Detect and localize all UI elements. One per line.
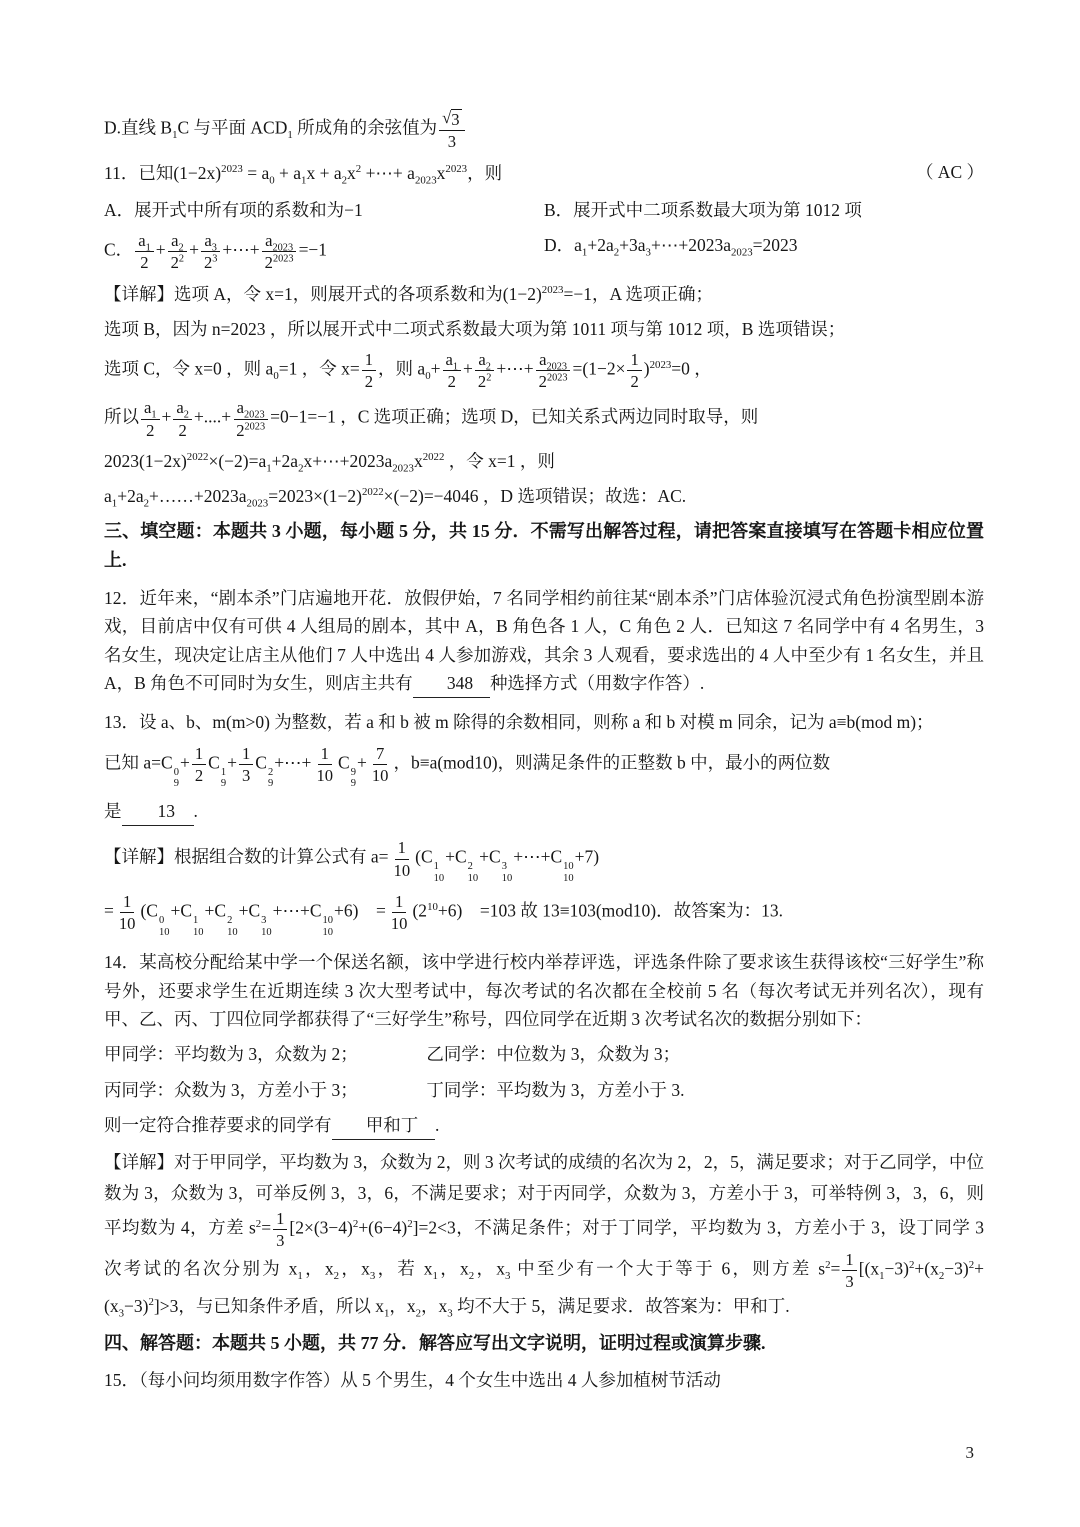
section-3-header: 三、填空题：本题共 3 小题，每小题 5 分，共 15 分．不需写出解答过程，请把答案直接填写在答题卡相应位置上. <box>104 521 984 571</box>
q14-student-ding: 丁同学：平均数为 3，方差小于 3. <box>426 1079 685 1100</box>
q11-solution-line-3: 选项 C，令 x=0 ，则 $a_0=1$ ，令 x= $\frac{1}{2}$ ，则 $a_0+$ $\frac{a_1}{2}$ + $\frac{a_2}{2^2}$ +⋯+ $\frac{a_{2023}}{2^{2023}}$ =(1−2× $\frac{1}{2}$ )$^{2023}$=0 ， <box>104 350 712 392</box>
q11-option-b: B．展开式中二项系数最大项为第 1012 项 <box>544 200 862 221</box>
page-number: 3 <box>965 1443 974 1463</box>
q11-options-ab <box>104 196 984 224</box>
q11-answer: （ AC ） <box>915 162 984 183</box>
q13-stem-line-3: 是 13 . <box>104 797 984 826</box>
q11-solution-line-4: 所以 $\frac{a_1}{2}$ + $\frac{a_2}{2}$ +....+ $\frac{a_{2023}}{2^{2023}}$ =0−1=−1 ，C 选项正确；选项 D，已知关系式两边同时取导，则 <box>104 398 759 440</box>
q13-solution-line-2: = $\frac{1}{10}$ (C 0 10 +C 1 10 +C 2 10 +C 3 10 +⋯+C 10 10 +6) = $\frac{1}{10}$ $(2^{10}+6)$ =103 故 13≡103(mod10)．故答案为：13. <box>104 891 783 938</box>
q14-solution: 【详解】对于甲同学，平均数为 3，众数为 2，则 3 次考试的成绩的名次为 2，2，5，满足要求；对于乙同学，中位数为 3，众数为 3，可举反例 3，3，6，不满足要求；对于丙同学，众数为 3，方差小于 3，可举特例 3，3，6，则平均数为 4，方差 $s^2=$ $\frac{1}{3}$ $[2\times(3-4)^2+(6-4)^2]=2<3$，不满足条件；对于丁同学，平均数为 3，方差小于 3，设丁同学 3 次考试的名次分别为 $x_1$，$x_2$，$x_3$，若 $x_1$，$x_2$，$x_3$ 中至少有一个大于等于 6，则方差 $s^2=$ $\frac{1}{3}$ $[(x_1-3)^2+(x_2-3)^2+(x_3-3)^2]>3$，与已知条件矛盾，所以 $x_1$，$x_2$，$x_3$ 均不大于 5，满足要求．故答案为：甲和丁. <box>104 1152 985 1320</box>
section-4-header: 四、解答题：本题共 5 小题，共 77 分．解答应写出文字说明，证明过程或演算步骤. <box>104 1332 766 1353</box>
q11-option-c: C． $\frac{a_1}{2}$ + $\frac{a_2}{2^2}$ + $\frac{a_3}{2^3}$ +⋯+ $\frac{a_{2023}}{2^{2023}}$ =−1 <box>104 231 328 273</box>
q14-student-bing: 丙同学：众数为 3，方差小于 3； <box>104 1079 358 1100</box>
q14-student-jia: 甲同学：平均数为 3，众数为 2； <box>104 1044 358 1065</box>
q11-solution-line-2: 选项 B，因为 n=2023 ，所以展开式中二项式系数最大项为第 1011 项与第 1012 项，B 选项错误； <box>104 318 846 339</box>
prev-option-d: D.直线 $B_1C$ 与平面 $ACD_1$ 所成角的余弦值为 √ 3 3 <box>104 108 984 151</box>
q14-stem: 14．某高校分配给某中学一个保送名额，该中学进行校内举荐评选，评选条件除了要求该生获得该校“三好学生”称号外，还要求学生在近期连续 3 次大型考试中，每次考试的名次都在全校前 5 名（每次考试无并列名次），现有甲、乙、丙、丁四位同学都获得了“三好学生”称号，四位同学在近期 3 次考试名次的数据分别如下： <box>104 952 984 1029</box>
q14-data-row-2 <box>104 1076 984 1104</box>
q11-option-d: D．$a_1+2a_2+3a_3+\cdots+2023a_{2023}=2023$ <box>544 235 798 259</box>
q14-student-yi: 乙同学：中位数为 3，众数为 3； <box>426 1044 681 1065</box>
q15-stem: 15．（每小问均须用数字作答）从 5 个男生，4 个女生中选出 4 人参加植树节活动 <box>104 1370 721 1391</box>
q14-data-row-1 <box>104 1040 984 1068</box>
q12-stem: 12．近年来，“剧本杀”门店遍地开花．放假伊始，7 名同学相约前往某“剧本杀”门店体验沉浸式角色扮演型剧本游戏，目前店中仅有可供 4 人组局的剧本，其中 A，B 角色各 1 人，C 角色 2 人．已知这 7 名同学中有 4 名男生，3 名女生，现决定让店主从他们 7 人中选出 4 人参加游戏，其余 3 人观看，要求选出的 4 人中至少有 1 名女生，并且 A，B 角色不可同时为女生，则店主共有 348 种选择方式（用数字作答）. <box>104 584 984 698</box>
q11-solution-line-5: $2023(1-2x)^{2022}\times(-2)=a_1+2a_2x+\cdots+2023a_{2023}x^{2022}$ ，令 x=1 ，则 <box>104 450 555 475</box>
q11-stem: 11．已知$(1-2x)^{2023} = a_0 + a_1x + a_2x^2$ +⋯+ $a_{2023}x^{2023}$，则 <box>104 163 503 187</box>
q14-answer-line: 则一定符合推荐要求的同学有 甲和丁 . <box>104 1111 984 1140</box>
q13-stem-line-2: 已知 a=C 0 9 + $\frac{1}{2}$ C 1 9 + $\frac{1}{3}$ C 2 9 +⋯+ $\frac{1}{10}$ C 9 9 + $\frac{7}{10}$ ，b≡a(mod10)，则满足条件的正整数 b 中，最小的两位数 <box>104 743 831 790</box>
q11-options-cd <box>104 231 984 272</box>
q13-stem-line-1: 13．设 a、b、m(m>0) 为整数，若 a 和 b 被 m 除得的余数相同，则称 a 和 b 对模 m 同余，记为 a≡b(mod m)； <box>104 712 934 733</box>
q11-stem-row <box>104 158 984 189</box>
q11-solution-line-1: 【详解】选项 A，令 x=1，则展开式的各项系数和为$(1-2)^{2023}=-1$，A 选项正确； <box>104 283 714 304</box>
q13-solution-line-1: 【详解】根据组合数的计算公式有 a= $\frac{1}{10}$ (C 1 10 +C 2 10 +C 3 10 +⋯+C 10 10 +7) <box>104 838 600 885</box>
q11-solution-line-6: $a_1+2a_2+\dots\dots+2023a_{2023}=2023\times(1-2)^{2022}\times(-2)=-4046$ ，D 选项错误；故选：AC. <box>104 486 687 510</box>
q11-option-a: A．展开式中所有项的系数和为−1 <box>104 200 363 221</box>
